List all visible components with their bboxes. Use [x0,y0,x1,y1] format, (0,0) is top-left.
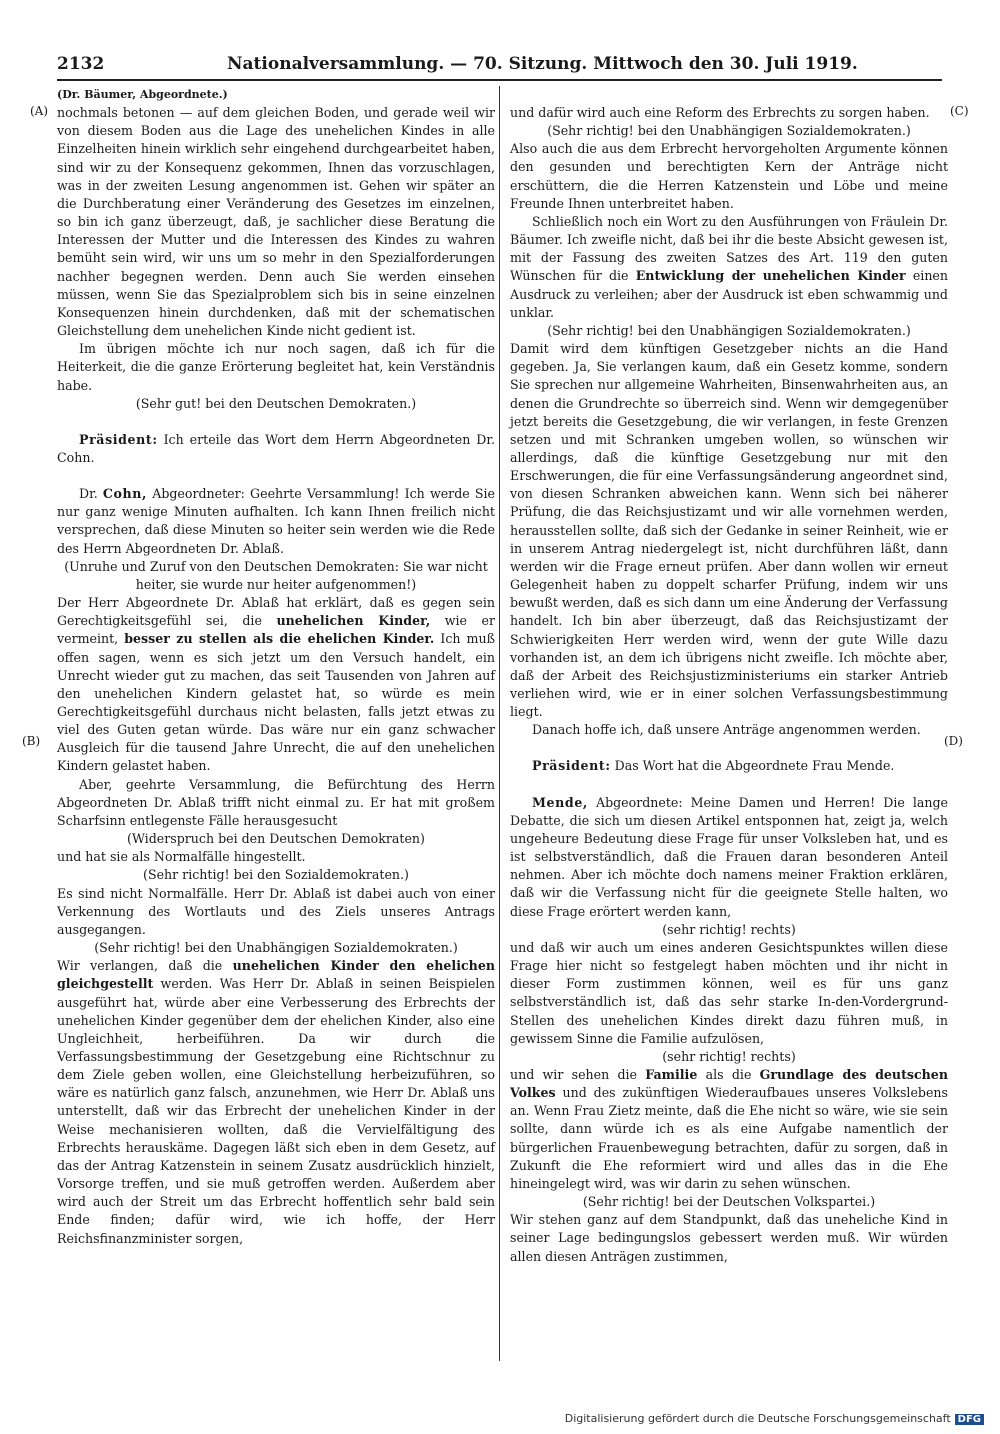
paragraph: Also auch die aus dem Erbrecht hervorgeholten Argumente können den gesunden und berechtigten Kern der Anträge nicht erschüttern, die die Herren Katzenstein und Löbe und meine Freunde Ihnen unterbreitet haben. [510,141,948,211]
running-title: Nationalversammlung. — 70. Sitzung. Mittwoch den 30. Juli 1919. [227,54,858,74]
emphasis: Entwicklung der unehelichen Kinder [635,268,906,284]
speaker-continuation: (Dr. Bäumer, Abgeordnete.) [57,88,228,101]
paragraph: Im übrigen möchte ich nur noch sagen, daß ich für die Heiterkeit, die die ganze Erörterung begleitet hat, kein Verständnis habe. [57,341,495,393]
interjection: (Sehr richtig! bei den Unabhängigen Sozialdemokraten.) [94,940,458,956]
emphasis: unehelichen Kinder, [276,613,431,629]
footer-text: Digitalisierung gefördert durch die Deutsche Forschungsgemeinschaft [564,1412,951,1425]
page-header [57,54,945,80]
speaker-paragraph: Mende, Abgeordnete: Meine Damen und Herren! Die lange Debatte, die sich um diesen Artikel entsponnen hat, zeigt ja, welch ungeheure Bedeutung diese Frage für unser Volksleben hat, und es ist selbstverständlich, daß die Frauen daran besonderen Anteil nehmen. Aber ich möchte doch namens meiner Fraktion erklären, daß wir die Verfassung nicht für die geeignete Stelle halten, wo diese Frage erörtert werden kann, [510,794,948,919]
interjection: (sehr richtig! rechts) [662,1048,796,1064]
paragraph: Danach hoffe ich, daß unsere Anträge angenommen werden. [532,722,921,738]
digitization-footer [565,1412,984,1425]
emphasis: Grundlage des deutschen Volkes [510,1066,948,1101]
page-number: 2132 [57,54,105,74]
paragraph: Der Herr Abgeordnete Dr. Ablaß hat erklärt, daß es gegen sein Gerechtigkeitsgefühl sei, die unehelichen Kinder, wie er vermeint, besser zu stellen als die ehelichen Kinder. Ich muß offen sagen, wenn es sich jetzt um den Versuch handelt, ein Unrecht wieder gut zu machen, das seit Tausenden von Jahren auf den unehelichen Kindern gelastet hat, so würde es mein Gerechtigkeitsgefühl durchaus nicht belasten, falls jetzt etwas zu viel des Guten getan würde. Das wäre nur ein ganz schwacher Ausgleich für die tausend Jahre Unrecht, die auf den unehelichen Kindern gelastet haben. [57,595,495,774]
paragraph: Damit wird dem künftigen Gesetzgeber nichts an die Hand gegeben. Ja, Sie verlangen kaum, daß ein Gesetz komme, sondern Sie sprechen nur allgemeine Wahrheiten, Binsenwahrheiten aus, an denen die Grundrechte so überreich sind. Wenn wir demgegenüber jetzt bereits die Gesetzgebung, die wir verlangen, in feste Grenzen setzen und mit Schranken umgeben wollen, so wünschen wir allerdings, daß die künftige Gesetzgebung nur mit den Erschwerungen, die für eine Verfassungsänderung angeordnet sind, von diesen Schranken abweichen kann. Wenn sich bei näherer Prüfung, die das Reichsjustizamt und wir alle vornehmen werden, herausstellen sollte, daß sich der Gedanke in seiner Reinheit, wie er in unserem Antrag niedergelegt ist, nicht durchführen läßt, dann werden wir die Frage erneut prüfen. Aber dann wollen wir erneut Gelegenheit haben zu doppelt scharfer Prüfung, indem wir uns bewußt werden, daß es sich dann um eine Änderung der Verfassung handelt. Ich bin aber überzeugt, daß das Reichsjustizamt der Schwierigkeiten Herr werden wird, wenn der gute Wille dazu vorhanden ist, an dem ich übrigens nicht zweifle. Ich möchte aber, daß der Arbeit des Reichsjustizministeriums ein starker Antrieb verliehen wird, wie er in einer solchen Verfassungsbestimmung liegt. [510,341,948,720]
column-divider [499,86,500,1361]
interjection: (Sehr richtig! bei den Sozialdemokraten.) [143,867,409,883]
paragraph: Wir verlangen, daß die unehelichen Kinder den ehelichen gleichgestellt werden. Was Herr Dr. Ablaß in seinen Beispielen ausgeführt hat, würde aber eine Verbesserung des Erbrechts der unehelichen Kinder gegenüber dem der ehelichen Kinder, also eine Ungleichheit, herbeiführen. Da wir durch die Verfassungsbestimmung der Gesetzgebung eine Richtschnur zu dem Ziele geben wollen, eine Gleichstellung herbeizuführen, so wäre es natürlich ganz falsch, anzunehmen, wie Herr Dr. Ablaß uns unterstellt, daß wir das Erbrecht der unehelichen Kinder in der Weise mechanisieren wollten, daß die Vervielfältigung des Erbrechts herauskäme. Dagegen läßt sich eben in dem Gesetz, auf das der Antrag Katzenstein in seinem Zusatz ausdrücklich hinzielt, Vorsorge treffen, und sie muß getroffen werden. Außerdem aber wird auch der Streit um das Erbrecht hoffentlich sehr bald sein Ende finden; dafür wird, wie ich hoffe, der Herr Reichsfinanzminister sorgen, [57,958,495,1246]
paragraph: nochmals betonen — auf dem gleichen Boden, und gerade weil wir von diesem Boden aus die Lage des unehelichen Kindes in alle Einzelheiten hinein wirklich sehr eingehend durchgearbeitet haben, sind wir zu der Konsequenz gekommen, Ihnen das vorzuschlagen, was in der zweiten Lesung angenommen ist. Gehen wir später an die Durchberatung einer Veränderung des Gesetzes im einzelnen, so bin ich ganz überzeugt, daß, je sachlicher diese Beratung die Interessen der Mutter und die Interessen des Kindes zu wahren bemüht sein wird, wir uns um so mehr in den Spezialforderungen nachher begegnen werden. Denn auch Sie werden einsehen müssen, wenn Sie das Spezialproblem sich bis in seine einzelnen Konsequenzen hinein durchdenken, daß mit der schematischen Gleichstellung dem unehelichen Kinde nicht gedient ist. [57,105,495,339]
speaker-name: Präsident: [532,758,611,774]
interjection: (Unruhe und Zuruf von den Deutschen Demokraten: Sie war nicht heiter, sie wurde nur heiter aufgenommen!) [64,558,488,592]
emphasis: Familie [645,1066,698,1082]
margin-marker-b: (B) [22,734,41,748]
right-column [510,104,948,1266]
speaker-paragraph: Dr. Cohn, Abgeordneter: Geehrte Versammlung! Ich werde Sie nur ganz wenige Minuten aufhalten. Ich kann Ihnen freilich nicht versprechen, daß diese Minuten so heiter sein werden wie die Rede des Herrn Abgeordneten Dr. Ablaß. [57,486,495,556]
speaker-paragraph: Präsident: Das Wort hat die Abgeordnete Frau Mende. [532,758,895,774]
paragraph: und hat sie als Normalfälle hingestellt. [57,849,306,865]
paragraph: und daß wir auch um eines anderen Gesichtspunktes willen diese Frage hier nicht so festgelegt haben möchten und ihr nicht in dieser Form zustimmen können, weil es für uns ganz selbstverständlich ist, daß das sehr starke In-den-Vordergrund-Stellen des unehelichen Kindes direkt dazu führen muß, in gewissem Sinne die Familie aufzulösen, [510,939,948,1046]
interjection: (Sehr gut! bei den Deutschen Demokraten.) [135,395,417,411]
interjection: (Sehr richtig! bei den Unabhängigen Sozialdemokraten.) [547,123,911,139]
paragraph: und dafür wird auch eine Reform des Erbrechts zu sorgen haben. [510,105,930,120]
paragraph: Es sind nicht Normalfälle. Herr Dr. Ablaß ist dabei auch von einer Verkennung des Wortlauts und des Ziels unseres Antrags ausgegangen. [57,885,495,937]
left-column [57,86,495,1248]
dfg-logo: DFG [955,1414,984,1425]
paragraph: Schließlich noch ein Wort zu den Ausführungen von Fräulein Dr. Bäumer. Ich zweifle nicht, daß bei ihr die beste Absicht gewesen ist, mit der Fassung des zweiten Satzes des Art. 119 den guten Wünschen für die Entwicklung der unehelichen Kinder einen Ausdruck zu verleihen; aber der Ausdruck ist eben schwammig und unklar. [510,213,948,320]
speaker-name: Cohn, [102,486,148,502]
paragraph: Aber, geehrte Versammlung, die Befürchtung des Herrn Abgeordneten Dr. Ablaß trifft nicht einmal zu. Er hat mit großem Scharfsinn entlegenste Fälle herausgesucht [57,776,495,828]
header-rule [57,79,942,81]
speaker-name: Präsident: [79,431,158,447]
interjection: (Sehr richtig! bei der Deutschen Volkspartei.) [582,1194,876,1210]
paragraph: Wir stehen ganz auf dem Standpunkt, daß das uneheliche Kind in seiner Lage bedingungslos gebessert werden muß. Wir würden allen diesen Anträgen zustimmen, [510,1212,948,1264]
speaker-name: Mende, [532,794,588,810]
emphasis: unehelichen Kinder den ehelichen gleichgestellt [57,958,495,992]
paragraph: und wir sehen die Familie als die Grundlage des deutschen Volkes und des zukünftigen Wiederaufbaues unseres Volkslebens an. Wenn Frau Zietz meinte, daß die Ehe nicht so wäre, wie sie sein sollte, dann würde ich es als eine Aufgabe namentlich der bürgerlichen Frauenbewegung betrachten, dafür zu sorgen, daß in Zukunft die Ehe reformiert wird und alles das in die Ehe hineingelegt wird, was wir darin zu sehen wünschen. [510,1066,948,1191]
margin-marker-c: (C) [950,104,969,118]
margin-marker-d: (D) [944,734,963,748]
interjection: (Widerspruch bei den Deutschen Demokraten) [127,831,425,847]
interjection: (Sehr richtig! bei den Unabhängigen Sozialdemokraten.) [547,322,911,338]
speaker-paragraph: Präsident: Ich erteile das Wort dem Herrn Abgeordneten Dr. Cohn. [57,431,495,465]
interjection: (sehr richtig! rechts) [662,921,796,937]
emphasis: besser zu stellen als die ehelichen Kinder. [124,631,435,647]
margin-marker-a: (A) [30,104,49,118]
